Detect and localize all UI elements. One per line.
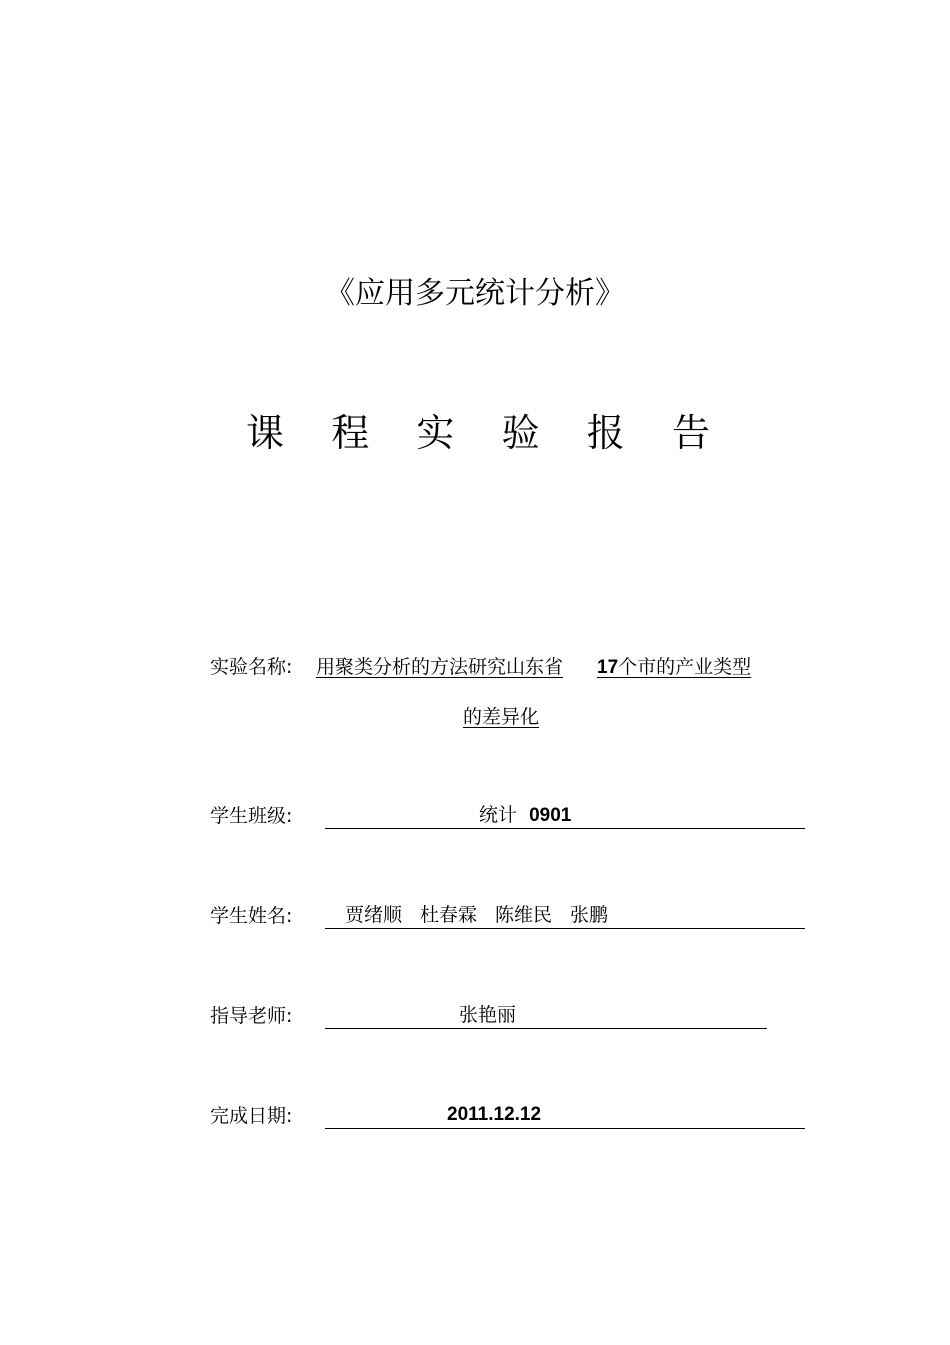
experiment-name-value-line2: 的差异化 [463,706,540,728]
experiment-name-value-line1 [316,654,751,681]
report-title-char: 验 [501,411,540,455]
student-name: 张鹏 [570,904,609,926]
student-class-number: 0901 [529,805,572,826]
course-title: 《应用多元统计分析》 [325,276,625,311]
instructor-label: 指导老师: [210,1005,293,1027]
completion-date-field [325,1102,805,1129]
student-name: 杜春霖 [420,904,478,926]
completion-date-label: 完成日期: [210,1105,293,1127]
student-class-label: 学生班级: [210,805,293,827]
report-title-char: 实 [416,411,455,455]
report-title-char: 课 [246,411,285,455]
student-name: 贾绪顺 [345,904,403,926]
report-title-char: 告 [671,411,710,455]
report-title-char: 报 [586,411,625,455]
instructor-value: 张艳丽 [459,1004,517,1026]
experiment-name-part2: 个市的产业类型 [618,656,752,678]
student-names-label: 学生姓名: [210,905,293,927]
experiment-name-label: 实验名称: [210,656,293,678]
student-class-prefix: 统计 [479,804,518,826]
report-title-char: 程 [331,411,370,455]
completion-date-value: 2011.12.12 [447,1104,542,1125]
student-class-value [479,802,571,829]
student-names-field [325,902,805,929]
report-title [246,408,710,458]
student-class-field [325,802,805,829]
student-names-value [345,902,626,928]
student-name: 陈维民 [495,904,553,926]
experiment-name-part1: 用聚类分析的方法研究山东省 [316,656,564,678]
experiment-name-number: 17 [597,657,619,678]
instructor-field [325,1002,767,1029]
